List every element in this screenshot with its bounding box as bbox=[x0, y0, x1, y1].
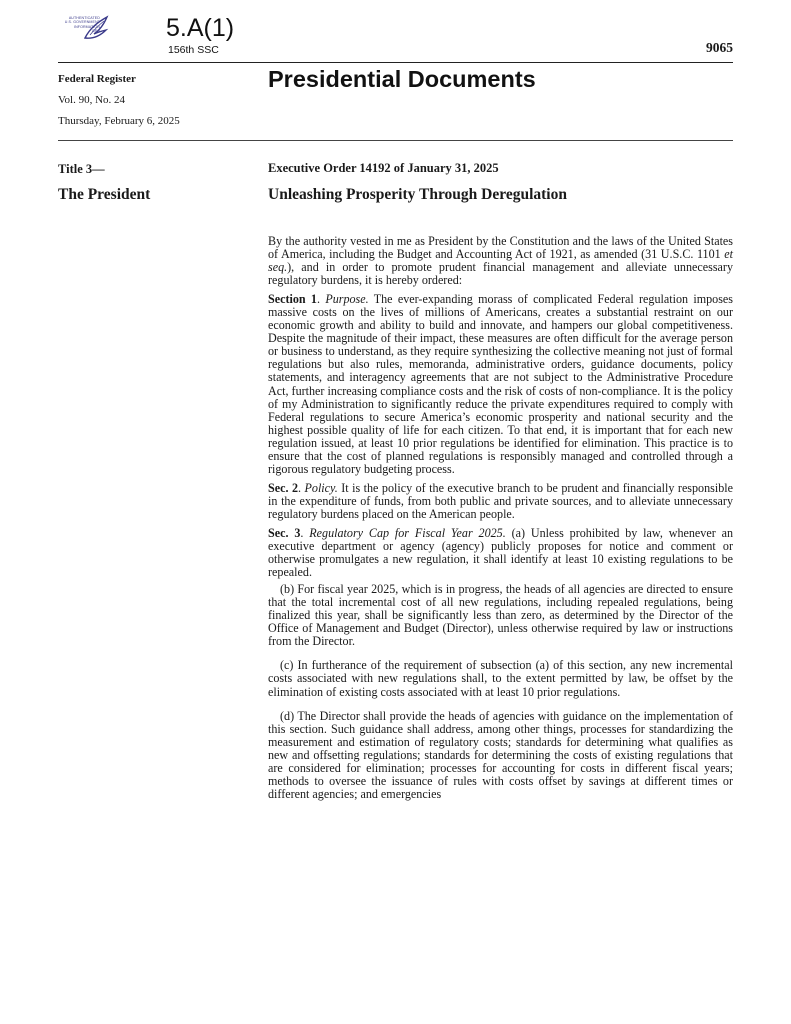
executive-order-heading: Unleashing Prosperity Through Deregulation bbox=[268, 186, 567, 203]
section-label: Section 1 bbox=[268, 292, 317, 307]
order-body bbox=[268, 235, 733, 801]
section-heading: Presidential Documents bbox=[268, 66, 536, 92]
section-text: It is the policy of the executive branch to be prudent and financially responsible in the expenditure of funds, from both public and private sources, and to alleviate unnecessary regulatory burdens placed on the American people. bbox=[268, 480, 733, 521]
volume-number: Vol. 90, No. 24 bbox=[58, 94, 126, 106]
executive-order-number: Executive Order 14192 of January 31, 2025 bbox=[268, 161, 499, 175]
section-3-paragraph: Sec. 3. Regulatory Cap for Fiscal Year 2025. (a) Unless prohibited by law, whenever an executive department or agency (agency) publicly proposes for notice and comment or otherwise promulgates a new regulation, it shall identify at least 10 existing regulations to be repealed. bbox=[268, 525, 733, 580]
seal-text: AUTHENTICATED U.S. GOVERNMENT INFORMATION GPO bbox=[64, 16, 100, 33]
gpo-authentication-seal bbox=[52, 12, 114, 52]
section-title: Purpose. bbox=[325, 292, 369, 307]
section-text: (a) Unless prohibited by law, whenever an executive department or agency (agency) publicly proposes for notice and comment or otherwise promulgates a new regulation, it shall identify at least 10 existing regulations to be repealed. bbox=[268, 525, 733, 580]
section-label: Sec. 2 bbox=[268, 480, 299, 495]
title-label: Title 3— bbox=[58, 162, 105, 176]
section-2-paragraph: Sec. 2. Policy. It is the policy of the executive branch to be prudent and financially responsible in the expenditure of funds, from both public and private sources, and to alleviate unnecessary regulatory burdens placed on the American people. bbox=[268, 480, 733, 521]
eagle-seal-icon bbox=[82, 14, 110, 44]
section-title: Regulatory Cap for Fiscal Year 2025. bbox=[309, 525, 506, 540]
publication-date: Thursday, February 6, 2025 bbox=[58, 115, 180, 127]
subsection-c-paragraph: (c) In furtherance of the requirement of subsection (a) of this section, any new incremental costs associated with new regulations shall, to the extent permitted by law, be offset by the elimination of existing costs associated with at least 10 prior regulations. bbox=[268, 658, 733, 699]
preamble-paragraph: By the authority vested in me as President by the Constitution and the laws of the United States of America, including the Budget and Accounting Act of 1921, as amended (31 U.S.C. 1101 et seq.), and in order to promote prudent financial management and alleviate unnecessary regulatory burdens, it is hereby ordered: bbox=[268, 234, 733, 288]
header-rule bbox=[58, 62, 733, 63]
section-title: Policy. bbox=[304, 480, 338, 495]
page-number: 9065 bbox=[706, 40, 733, 55]
section-label: Sec. 3 bbox=[268, 525, 301, 540]
section-text: The ever-expanding morass of complicated Federal regulation imposes massive costs on the lives of millions of Americans, creates a substantial restraint on our economic growth and ability to build and innovate, and hampers our global competitiveness. Despite the magnitude of their impact, these measures are often difficult for the average person or business to understand, as they require synthesizing the collective meaning not just of formal regulations but also rules, memoranda, administrative orders, guidance documents, policy statements, and interagency agreements that are not subject to the Administrative Procedure Act, further increasing compliance costs and the risk of costs of non-compliance. It is the policy of my Administration to significantly reduce the private expenditures required to comply with Federal regulations to secure America’s economic prosperity and national security and the highest possible quality of life for each citizen. To that end, it is important that for each new regulation issued, at least 10 prior regulations be identified for elimination. This practice is to ensure that the cost of planned regulations is responsibly managed and controlled through a rigorous regulatory budgeting process. bbox=[268, 292, 734, 476]
section-1-paragraph: Section 1. Purpose. The ever-expanding morass of complicated Federal regulation imposes massive costs on the lives of millions of Americans, creates a substantial restraint on our economic growth and ability to build and innovate, and hampers our global competitiveness. Despite the magnitude of their impact, these measures are often difficult for the average person or business to understand, as they require synthesizing the collective meaning not just of formal regulations but also rules, memoranda, administrative orders, guidance documents, policy statements, and interagency agreements that are not subject to the Administrative Procedure Act, further increasing compliance costs and the risk of costs of non-compliance. It is the policy of my Administration to significantly reduce the private expenditures required to comply with Federal regulations to secure America’s economic prosperity and national security and the highest possible quality of life for each citizen. To that end, it is important that for each new regulation issued, at least 10 prior regulations be identified for elimination. This practice is to ensure that the cost of planned regulations is responsibly managed and controlled through a rigorous regulatory budgeting process. bbox=[268, 292, 734, 476]
subsection-d-paragraph: (d) The Director shall provide the heads of agencies with guidance on the implementation of this section. Such guidance shall address, among other things, processes for standardizing the measurement and estimation of regulatory costs; standards for determining what qualifies as new and offsetting regulations; standards for determining the costs of existing regulations that are considered for elimination; processes for accounting for costs in different fiscal years; methods to oversee the issuance of rules with costs offset by savings at different times or different agencies; and emergencies bbox=[268, 708, 733, 801]
stamp-subtext: 156th SSC bbox=[168, 44, 219, 56]
subsection-b-paragraph: (b) For fiscal year 2025, which is in progress, the heads of all agencies are directed to ensure that the total incremental cost of all new regulations, including repealed regulations, being finalized this year, shall be significantly less than zero, as determined by the Director of the Office of Management and Budget (Director), unless otherwise required by law or instructions from the Director. bbox=[268, 582, 733, 649]
author-label: The President bbox=[58, 186, 151, 203]
stamp-code: 5.A(1) bbox=[166, 14, 235, 42]
section-rule bbox=[58, 140, 733, 141]
publication-name: Federal Register bbox=[58, 73, 136, 85]
